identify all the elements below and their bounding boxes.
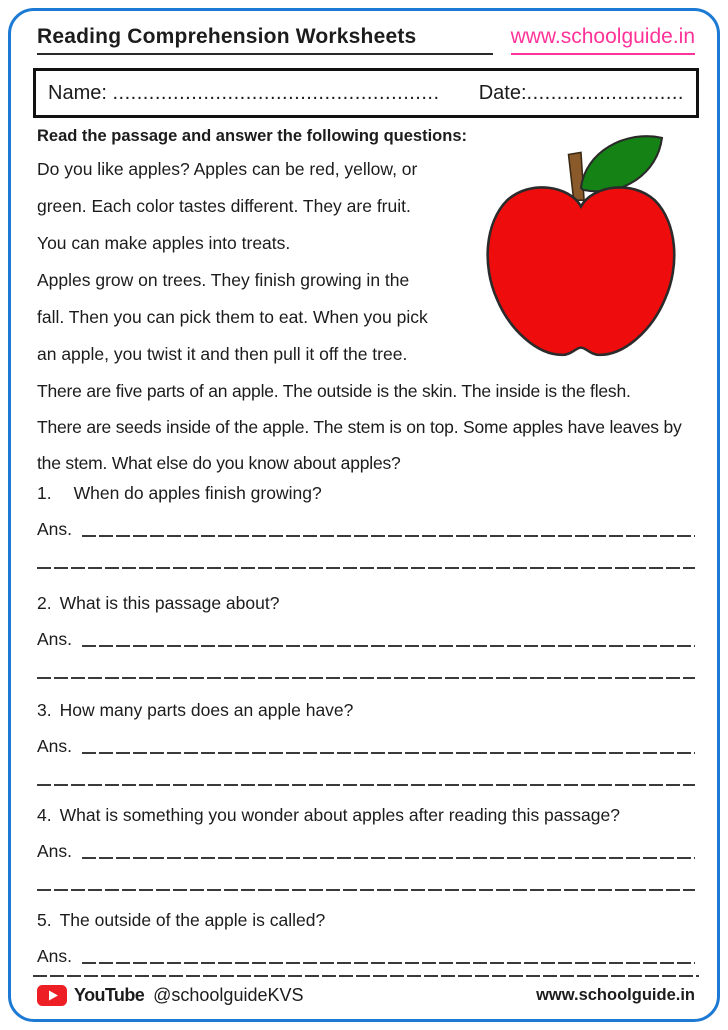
question-text: What is something you wonder about apples after reading this passage? xyxy=(59,805,620,825)
question-number: 4. xyxy=(37,805,52,825)
footer xyxy=(33,975,699,1012)
question-number: 2. xyxy=(37,593,52,613)
question-text-row xyxy=(37,908,695,932)
name-date-box xyxy=(33,68,699,118)
date-label: Date: xyxy=(478,81,527,104)
footer-row xyxy=(33,977,699,1012)
question-text-row xyxy=(37,803,695,827)
answer-row xyxy=(37,944,695,968)
passage-line: Apples grow on trees. They finish growing in the xyxy=(37,270,410,290)
passage-line: Do you like apples? Apples can be red, yellow, or xyxy=(37,159,418,179)
answer-line xyxy=(82,857,695,859)
name-dotted-line: ...................................................... xyxy=(112,81,440,104)
extra-answer-line xyxy=(37,889,695,891)
site-link[interactable]: www.schoolguide.in xyxy=(511,25,695,55)
answer-row xyxy=(37,839,695,863)
youtube-label: YouTube xyxy=(74,985,145,1005)
answer-line xyxy=(82,962,695,964)
passage-line: There are five parts of an apple. The outside is the skin. The inside is the flesh. xyxy=(37,381,631,401)
apple-illustration xyxy=(473,129,691,369)
question-number: 5. xyxy=(37,910,52,930)
passage-line: the stem. What else do you know about apples? xyxy=(37,453,401,473)
extra-answer-line xyxy=(37,567,695,569)
question-number: 3. xyxy=(37,700,52,720)
date-dotted-line: .......................... xyxy=(526,81,684,104)
answer-line xyxy=(82,645,695,647)
youtube-icon xyxy=(37,985,67,1006)
answer-label: Ans. xyxy=(37,841,73,861)
question-text-row xyxy=(37,591,695,615)
answer-row xyxy=(37,517,695,541)
worksheet-page xyxy=(8,8,720,1022)
youtube-handle: @schoolguideKVS xyxy=(153,985,304,1005)
question-text-row xyxy=(37,698,695,722)
extra-answer-line xyxy=(37,677,695,679)
passage-line: green. Each color tastes different. They are fruit. xyxy=(37,196,411,216)
question-number: 1. xyxy=(37,483,52,503)
name-field xyxy=(48,82,479,105)
question-text: What is this passage about? xyxy=(59,593,280,613)
answer-row xyxy=(37,627,695,651)
answer-line xyxy=(82,752,695,754)
passage-line: fall. Then you can pick them to eat. When you pick xyxy=(37,307,428,327)
answer-line xyxy=(82,535,695,537)
answer-row xyxy=(37,734,695,758)
extra-answer-line xyxy=(37,784,695,786)
instruction-text: Read the passage and answer the following questions: xyxy=(37,127,467,145)
date-field xyxy=(479,82,684,105)
youtube-channel xyxy=(37,985,304,1006)
answer-label: Ans. xyxy=(37,736,73,756)
passage-line: You can make apples into treats. xyxy=(37,233,291,253)
passage xyxy=(37,151,695,481)
questions-section xyxy=(37,481,695,986)
answer-label: Ans. xyxy=(37,946,73,966)
answer-label: Ans. xyxy=(37,629,73,649)
footer-website: www.schoolguide.in xyxy=(536,986,695,1004)
passage-line: There are seeds inside of the apple. The stem is on top. Some apples have leaves by xyxy=(37,417,682,437)
question-text-row xyxy=(37,481,695,505)
apple-body xyxy=(488,187,675,354)
question-text: When do apples finish growing? xyxy=(73,483,322,503)
question-text: How many parts does an apple have? xyxy=(59,700,354,720)
passage-line: an apple, you twist it and then pull it off the tree. xyxy=(37,344,408,364)
page-title: Reading Comprehension Worksheets xyxy=(37,25,493,55)
apple-stem xyxy=(569,152,585,200)
answer-label: Ans. xyxy=(37,519,73,539)
question-text: The outside of the apple is called? xyxy=(59,910,326,930)
name-label: Name: xyxy=(48,81,107,104)
worksheet-header xyxy=(37,25,695,55)
apple-leaf xyxy=(581,136,662,191)
